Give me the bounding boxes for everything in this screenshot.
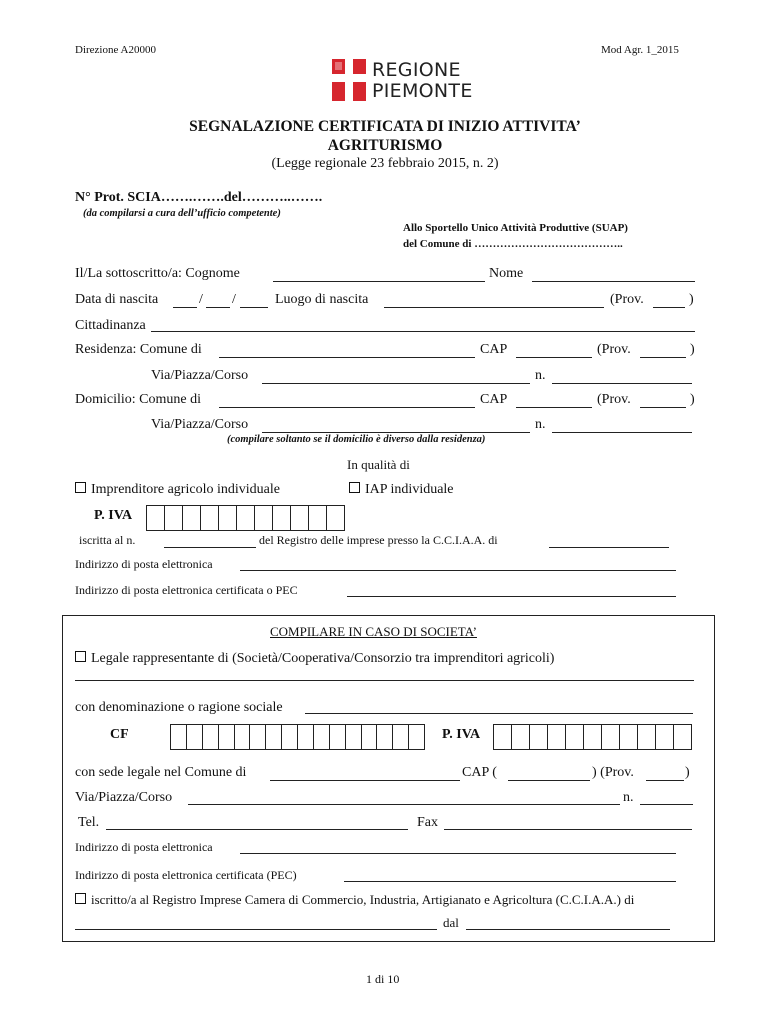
birth-day-line[interactable] <box>173 307 197 308</box>
company-registry-option[interactable] <box>75 892 634 908</box>
option-imprenditore-label: Imprenditore agricolo individuale <box>91 482 280 497</box>
domicile-comune-line[interactable] <box>219 407 475 408</box>
residence-number-label: n. <box>535 368 546 383</box>
birth-place-line[interactable] <box>384 307 604 308</box>
tel-label: Tel. <box>78 815 100 830</box>
form-code: Mod Agr. 1_2015 <box>601 44 679 56</box>
seat-prov-label: ) (Prov. <box>592 765 634 780</box>
residence-street-line[interactable] <box>262 383 530 384</box>
close-paren: ) <box>689 292 694 307</box>
residence-comune-line[interactable] <box>219 357 475 358</box>
prov-label: (Prov. <box>610 292 644 307</box>
close-paren: ) <box>690 392 695 407</box>
citizenship-label: Cittadinanza <box>75 318 146 333</box>
seat-label: con sede legale nel Comune di <box>75 765 247 780</box>
surname-input-line[interactable] <box>273 281 485 282</box>
company-street-label: Via/Piazza/Corso <box>75 790 173 805</box>
date-slash: / <box>199 292 203 307</box>
company-piva-grid[interactable] <box>493 724 692 750</box>
company-heading: COMPILARE IN CASO DI SOCIETA’ <box>270 624 477 639</box>
capacity-heading: In qualità di <box>347 457 410 472</box>
company-email-line[interactable] <box>240 853 676 854</box>
department-label: Direzione A20000 <box>75 44 156 56</box>
recipient-suap: Allo Sportello Unico Attività Produttive (SUAP) <box>403 222 628 234</box>
registry-text: del Registro delle imprese presso la C.C.I.A.A. di <box>259 533 498 547</box>
birth-place-label: Luogo di nascita <box>275 292 369 307</box>
company-pec-label: Indirizzo di posta elettronica certificata (PEC) <box>75 868 297 882</box>
since-label: dal <box>443 915 459 930</box>
checkbox-icon[interactable] <box>75 482 86 493</box>
seat-cap-line[interactable] <box>508 780 590 781</box>
name-label: Nome <box>489 266 524 281</box>
domicile-note: (compilare soltanto se il domicilio è diverso dalla residenza) <box>227 434 486 445</box>
coat-of-arms-icon <box>332 59 366 101</box>
company-pec-line[interactable] <box>344 881 676 882</box>
residence-cap-label: CAP <box>480 342 508 357</box>
denomination-line[interactable] <box>305 713 693 714</box>
law-reference: (Legge regionale 23 febbraio 2015, n. 2) <box>271 156 499 171</box>
domicile-prov-line[interactable] <box>640 407 686 408</box>
domicile-street-label: Via/Piazza/Corso <box>151 417 249 432</box>
residence-street-label: Via/Piazza/Corso <box>151 368 249 383</box>
residence-label: Residenza: Comune di <box>75 342 202 357</box>
domicile-cap-label: CAP <box>480 392 508 407</box>
piva-label: P. IVA <box>94 508 133 523</box>
company-piva-label: P. IVA <box>442 727 481 742</box>
pec-label: Indirizzo di posta elettronica certificata o PEC <box>75 583 298 597</box>
legal-rep-option[interactable] <box>75 651 554 667</box>
fax-label: Fax <box>417 815 438 830</box>
recipient-comune: del Comune di ………………………………….. <box>403 238 623 250</box>
company-registry-label: iscritto/a al Registro Imprese Camera di Commercio, Industria, Artigianato e Agricoltura (C.C.I.A.A.) di <box>91 892 635 907</box>
document-subtitle: AGRITURISMO <box>327 137 443 154</box>
page-number: 1 di 10 <box>366 972 400 986</box>
domicile-number-line[interactable] <box>552 432 692 433</box>
option-imprenditore-agricolo[interactable] <box>75 482 280 498</box>
birth-date-label: Data di nascita <box>75 292 159 307</box>
name-input-line[interactable] <box>532 281 695 282</box>
checkbox-icon[interactable] <box>349 482 360 493</box>
denomination-label: con denominazione o ragione sociale <box>75 700 283 715</box>
residence-prov-line[interactable] <box>640 357 686 358</box>
domicile-number-label: n. <box>535 417 546 432</box>
domicile-label: Domicilio: Comune di <box>75 392 201 407</box>
email-line[interactable] <box>240 570 676 571</box>
residence-number-line[interactable] <box>552 383 692 384</box>
residence-prov-label: (Prov. <box>597 342 631 357</box>
residence-cap-line[interactable] <box>516 357 592 358</box>
document-title: SEGNALAZIONE CERTIFICATA DI INIZIO ATTIVITA’ <box>189 118 581 135</box>
email-label: Indirizzo di posta elettronica <box>75 557 213 571</box>
surname-label: Il/La sottoscritto/a: Cognome <box>75 266 240 281</box>
domicile-street-line[interactable] <box>262 432 530 433</box>
checkbox-icon[interactable] <box>75 651 86 662</box>
registry-number-line[interactable] <box>164 547 256 548</box>
option-iap-individuale[interactable] <box>349 482 454 498</box>
cf-grid[interactable] <box>170 724 425 750</box>
birth-year-line[interactable] <box>240 307 268 308</box>
registry-cciaa-line[interactable] <box>549 547 669 548</box>
pec-line[interactable] <box>347 596 676 597</box>
checkbox-icon[interactable] <box>75 893 86 904</box>
legal-rep-label: Legale rappresentante di (Società/Cooperativa/Consorzio tra imprenditori agricoli) <box>91 651 555 666</box>
piva-grid[interactable] <box>146 505 345 531</box>
company-street-line[interactable] <box>188 804 620 805</box>
registry-number-label: iscritta al n. <box>79 533 136 547</box>
option-iap-label: IAP individuale <box>365 482 454 497</box>
seat-prov-line[interactable] <box>646 780 684 781</box>
legal-rep-line[interactable] <box>75 680 694 681</box>
company-email-label: Indirizzo di posta elettronica <box>75 840 213 854</box>
protocol-note: (da compilarsi a cura dell’ufficio competente) <box>83 208 281 219</box>
domicile-cap-line[interactable] <box>516 407 592 408</box>
domicile-prov-label: (Prov. <box>597 392 631 407</box>
company-number-line[interactable] <box>640 804 693 805</box>
fax-line[interactable] <box>444 829 692 830</box>
close-paren: ) <box>690 342 695 357</box>
close-paren: ) <box>685 765 690 780</box>
company-registry-line[interactable] <box>75 929 437 930</box>
seat-cap-label: CAP ( <box>462 765 497 780</box>
logo-text-piemonte: PIEMONTE <box>372 80 473 102</box>
citizenship-line[interactable] <box>151 331 695 332</box>
since-line[interactable] <box>466 929 670 930</box>
cf-label: CF <box>110 727 129 742</box>
seat-comune-line[interactable] <box>270 780 460 781</box>
date-slash: / <box>232 292 236 307</box>
logo-text-regione: REGIONE <box>372 59 461 81</box>
tel-line[interactable] <box>106 829 408 830</box>
birth-prov-line[interactable] <box>653 307 685 308</box>
birth-month-line[interactable] <box>206 307 230 308</box>
company-number-label: n. <box>623 790 634 805</box>
regione-piemonte-logo <box>332 57 473 103</box>
protocol-field: N° Prot. SCIA…….…….del………..……. <box>75 190 323 205</box>
